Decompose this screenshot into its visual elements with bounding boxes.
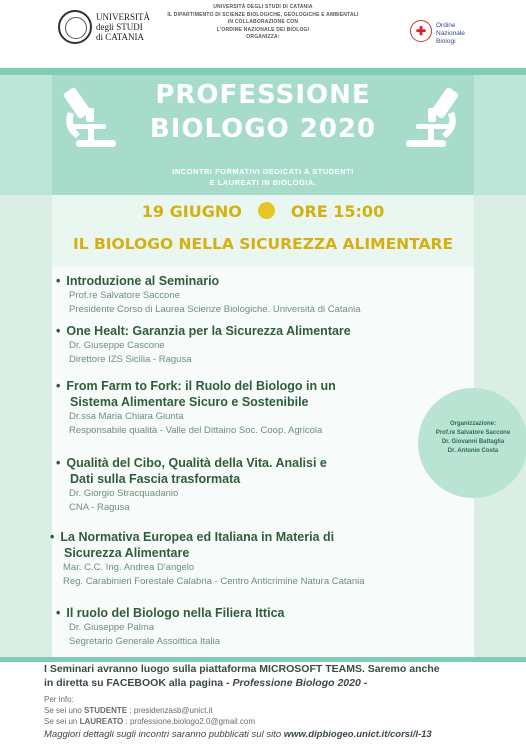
contact-role: LAUREATO — [79, 717, 124, 726]
event-title — [52, 78, 474, 146]
event-topic: IL BIOLOGO NELLA SICUREZZA ALIMENTARE — [72, 235, 454, 253]
subtitle-line: E LAUREATI IN BIOLOGIA. — [209, 178, 317, 187]
title-line: BIOLOGO 2020 — [149, 114, 377, 144]
graduate-contact — [44, 716, 255, 727]
organizer-name: Dr. Antonio Costa — [447, 448, 499, 454]
notice-text: in diretta su FACEBOOK alla pagina - — [44, 677, 233, 689]
date-row — [52, 202, 474, 224]
organizers-label: Organizzazione: — [449, 421, 496, 427]
program-item — [56, 273, 468, 317]
title-text: One Healt: Garanzia per la Sicurezza Alimentare — [66, 324, 351, 338]
program-item-title — [56, 378, 468, 394]
info-label: Per info: — [44, 695, 74, 704]
program-item-title — [56, 273, 468, 289]
speaker-role: Segretario Generale Assoittica Italia — [69, 636, 221, 647]
organizer-name: Dr. Giovanni Battaglia — [441, 439, 505, 445]
org-line: IN COLLABORAZIONE CON — [227, 19, 299, 25]
program-item-title-cont: Dati sulla Fascia trasformata — [70, 472, 241, 486]
speaker-name: Prof.re Salvatore Saccone — [69, 290, 180, 301]
more-details-text: Maggiori dettagli sugli incontri saranno pubblicati sul sito — [44, 729, 284, 740]
contact-role: STUDENTE — [84, 706, 128, 715]
bullet-icon: • — [56, 456, 61, 470]
notice-line: I Seminari avranno luogo sulla piattaforma MICROSOFT TEAMS. Saremo anche — [44, 663, 440, 675]
program-item — [56, 378, 468, 438]
onb-name-line: Ordine — [436, 22, 456, 29]
program-item-title — [50, 529, 462, 545]
platform-notice — [44, 662, 514, 690]
program-item-title-cont: Sistema Alimentare Sicuro e Sostenibile — [70, 395, 309, 409]
side-panel-left — [0, 195, 55, 657]
organizer-name: Prof.re Salvatore Saccone — [435, 430, 511, 436]
bullet-icon: • — [56, 379, 61, 393]
unict-name-line: UNIVERSITÀ — [96, 12, 150, 22]
onb-name — [436, 22, 465, 46]
unict-name-line: di CATANIA — [96, 32, 145, 42]
banner-side-right — [474, 75, 526, 195]
title-text: From Farm to Fork: il Ruolo del Biologo in un — [66, 379, 336, 393]
organizers-text — [418, 420, 526, 456]
contact-prefix: Se sei uno — [44, 706, 85, 715]
speaker-role: Presidente Corso di Laurea Scienze Biologiche. Università di Catania — [69, 304, 361, 315]
org-line: IL DIPARTIMENTO DI SCIENZE BIOLOGICHE, GEOLOGICHE E AMBIENTALI — [167, 11, 359, 18]
speaker-name: Dr. Giuseppe Palma — [69, 622, 155, 633]
facebook-page-name: Professione Biologo 2020 - — [232, 677, 368, 689]
title-text: La Normativa Europea ed Italiana in Materia di — [60, 530, 335, 544]
subtitle-line: INCONTRI FORMATIVI DEDICATI A STUDENTI — [172, 167, 354, 176]
bullet-icon: • — [56, 324, 61, 338]
banner-side-left — [0, 75, 52, 195]
speaker-role: Responsabile qualità - Valle del Dittaino Soc. Coop. Agricola — [69, 425, 323, 436]
program-item-title-cont: Sicurezza Alimentare — [64, 546, 190, 560]
event-time: ORE 15:00 — [290, 202, 385, 221]
program-item — [56, 605, 468, 649]
unict-seal-icon — [58, 10, 92, 44]
speaker-name: Mar. C.C. Ing. Andrea D'angelo — [63, 562, 195, 573]
unict-name — [96, 12, 150, 42]
top-band — [0, 68, 526, 75]
bullet-icon: • — [56, 606, 61, 620]
unict-name-line: degli STUDI — [96, 22, 143, 32]
org-line: L'ORDINE NAZIONALE DEI BIOLOGI — [216, 26, 310, 33]
speaker-name: Dr. Giuseppe Cascone — [69, 340, 165, 351]
organizing-institutions — [150, 4, 376, 42]
speaker-name: Dr. Giorgio Stracquadanio — [69, 488, 179, 499]
student-email-link[interactable]: : presidenzasb@unict.it — [127, 706, 213, 715]
title-text: Qualità del Cibo, Qualità della Vita. Analisi e — [66, 456, 327, 470]
event-date: 19 GIUGNO — [141, 202, 242, 221]
program-item-title — [56, 323, 468, 339]
program-item — [56, 323, 468, 367]
graduate-email-link[interactable]: : professione.biologo2.0@gmail.com — [123, 717, 256, 726]
program-item — [56, 455, 468, 515]
unict-logo — [58, 10, 150, 52]
org-line: UNIVERSITÀ DEGLI STUDI DI CATANIA — [213, 4, 313, 10]
notice-line — [44, 676, 514, 690]
title-line: PROFESSIONE — [155, 80, 371, 110]
speaker-role: Reg. Carabinieri Forestale Calabria - Centro Anticrimine Natura Catania — [63, 576, 365, 587]
program-item-title — [56, 455, 468, 471]
onb-logo — [410, 20, 480, 50]
more-details — [44, 729, 432, 741]
dot-icon — [258, 202, 275, 219]
bullet-icon: • — [50, 530, 55, 544]
contact-prefix: Se sei un — [44, 717, 80, 726]
onb-name-line: Nazionale — [436, 30, 465, 37]
bullet-icon: • — [56, 274, 61, 288]
onb-name-line: Biologi — [436, 38, 456, 45]
speaker-role: CNA - Ragusa — [69, 502, 130, 513]
program-item — [50, 529, 462, 589]
onb-cross-icon: ✚ — [416, 24, 427, 38]
contact-info — [44, 694, 255, 727]
program-item-title — [56, 605, 468, 621]
title-text: Introduzione al Seminario — [66, 274, 220, 288]
event-subtitle — [52, 166, 474, 188]
speaker-name: Dr.ssa Maria Chiara Giunta — [69, 411, 184, 422]
speaker-role: Direttore IZS Sicilia - Ragusa — [69, 354, 192, 365]
title-text: Il ruolo del Biologo nella Filiera Ittica — [66, 606, 285, 620]
website-link[interactable]: www.dipbiogeo.unict.it/corsi/l-13 — [283, 729, 432, 740]
student-contact — [44, 705, 255, 716]
org-line: ORGANIZZA: — [246, 34, 280, 40]
